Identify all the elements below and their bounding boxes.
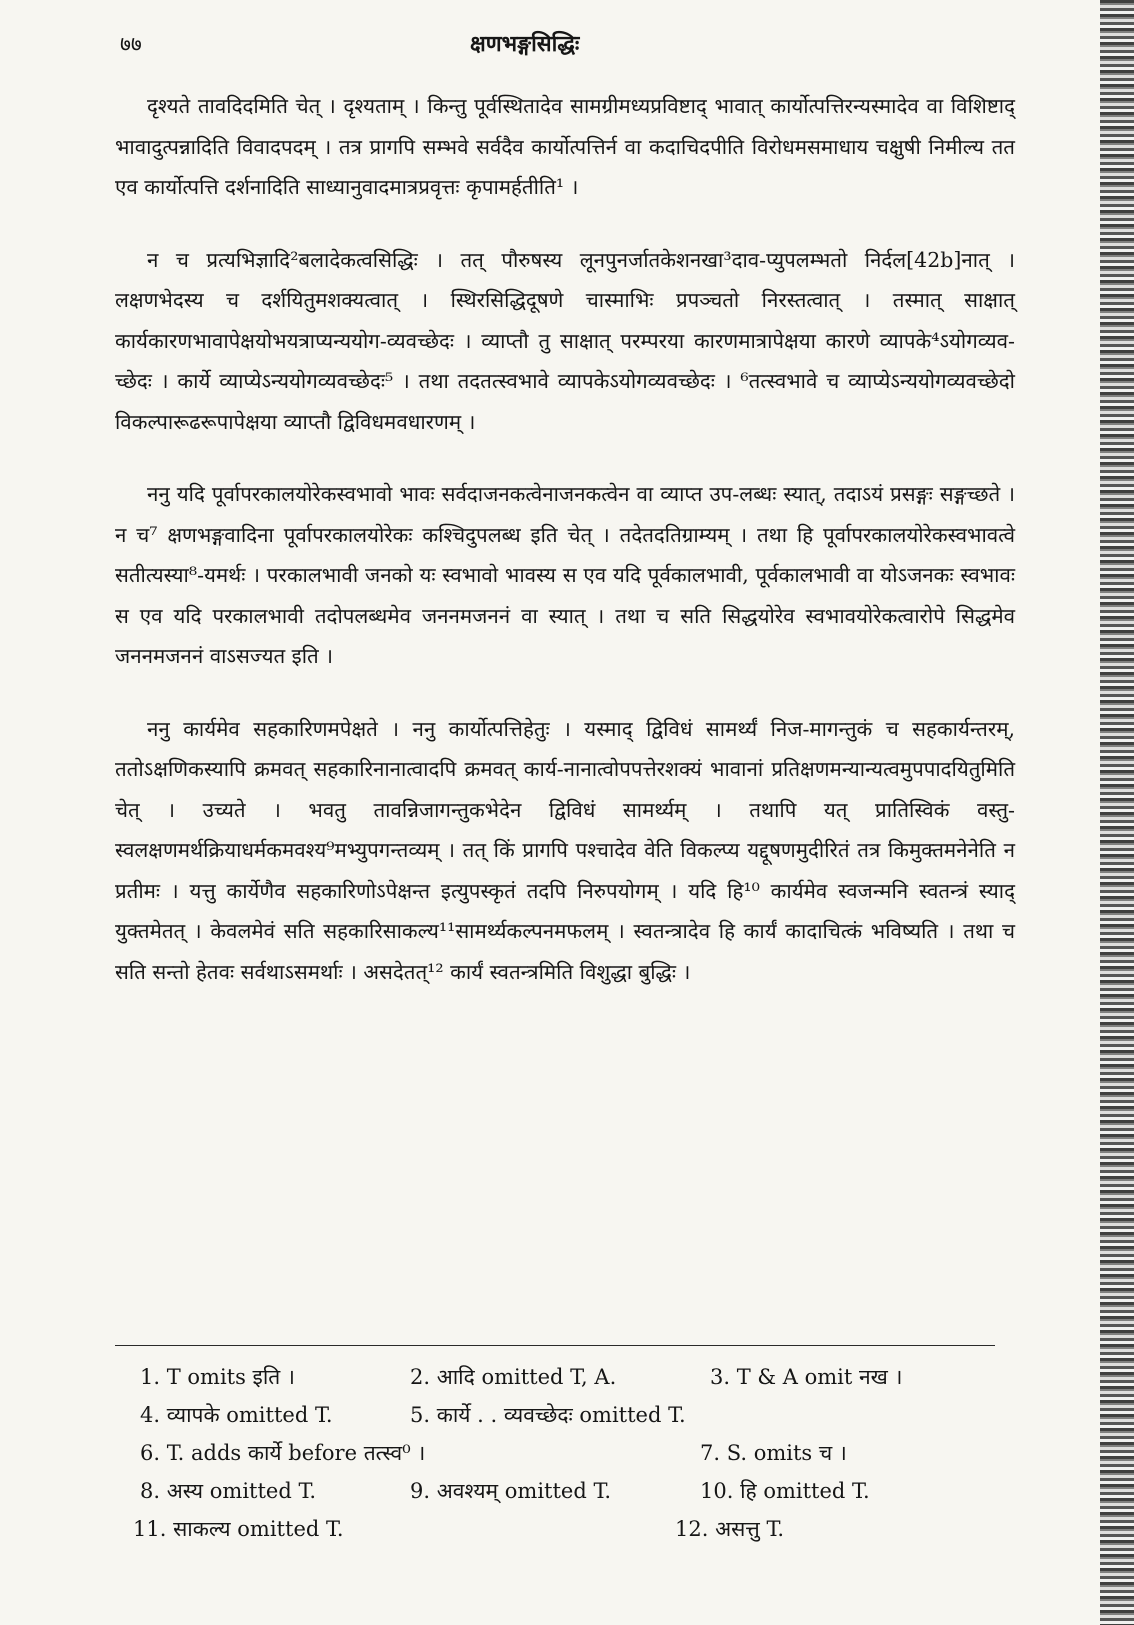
footnote-row [140,1476,1000,1507]
footnote-row [133,1514,1000,1545]
footnote-9: 9. अवश्यम् omitted T. [410,1479,612,1503]
paragraph-3: ननु यदि पूर्वापरकालयोरेकस्वभावो भावः सर्वदाजनकत्वेनाजनकत्वेन वा व्याप्त उप-लब्धः स्यात्, तदाऽयं प्रसङ्गः सङ्गच्छते । न च⁷ क्षणभङ्गवादिना पूर्वापरकालयोरेकः कश्चिदुपलब्ध इति चेत् । तदेतदतिग्राम्यम् । तथा हि पूर्वापरकालयोरेकस्वभावत्वे सतीत्यस्या⁸-यमर्थः । परकालभावी जनको यः स्वभावो भावस्य स एव यदि पूर्वकालभावी, पूर्वकालभावी वा योऽजनकः स्वभावः स एव यदि परकालभावी तदोपलब्धमेव जननमजननं वा स्यात् । तथा च सति सिद्धयोरेव स्वभावयोरेकत्वारोपे सिद्धमेव जननमजननं वाऽसज्यत इति । [115,482,1015,668]
footnote-7: 7. S. omits च । [700,1441,847,1465]
running-title: क्षणभङ्गसिद्धिः [470,31,580,57]
footnote-8: 8. अस्य omitted T. [140,1479,317,1503]
footnote-10: 10. हि omitted T. [700,1479,870,1503]
footnote-row [140,1362,1000,1393]
footnote-1: 1. T omits इति । [140,1365,295,1389]
footnote-2: 2. आदि omitted T, A. [410,1365,617,1389]
footnote-11: 11. साकल्य omitted T. [133,1517,344,1541]
footnote-6: 6. T. adds कार्ये before तत्स्व⁰ । [140,1441,426,1465]
main-text [115,86,1015,1024]
footnote-12: 12. असत्तु T. [675,1517,785,1541]
page-number: ७७ [120,32,142,56]
footnote-rule [115,1345,995,1346]
paragraph-1: दृश्यते तावदिदमिति चेत् । दृश्यताम् । किन्तु पूर्वस्थितादेव सामग्रीमध्यप्रविष्टाद् भावात् कार्योत्पत्तिरन्यस्मादेव वा विशिष्टाद् भावादुत्पन्नादिति विवादपदम् । तत्र प्रागपि सम्भवे सर्वदैव कार्योत्पत्तिर्न वा कदाचिदपीति विरोधमसमाधाय चक्षुषी निमील्य तत एव कार्योत्पत्ति दर्शनादिति साध्यानुवादमात्रप्रवृत्तः कृपामर्हतीति¹ । [115,94,1015,199]
scan-edge-shadow [1100,0,1134,1625]
footnotes [115,1345,1000,1552]
footnote-row [140,1438,1000,1469]
footnote-4: 4. व्यापके omitted T. [140,1403,333,1427]
footnote-row [140,1400,1000,1431]
paragraph-4: ननु कार्यमेव सहकारिणमपेक्षते । ननु कार्योत्पत्तिहेतुः । यस्माद् द्विविधं सामर्थ्यं निज-मागन्तुकं च सहकार्यन्तरम्, ततोऽक्षणिकस्यापि क्रमवत् सहकारिनानात्वादपि क्रमवत् कार्य-नानात्वोपपत्तेरशक्यं भावानां प्रतिक्षणमन्यान्यत्वमुपपादयितुमिति चेत् । उच्यते । भवतु तावन्निजागन्तुकभेदेन द्विविधं सामर्थ्यम् । तथापि यत् प्रातिस्विकं वस्तु-स्वलक्षणमर्थक्रियाधर्मकमवश्य⁹मभ्युपगन्तव्यम् । तत् किं प्रागपि पश्चादेव वेति विकल्प्य यद्दूषणमुदीरितं तत्र किमुक्तमनेनेति न प्रतीमः । यत्तु कार्येणैव सहकारिणोऽपेक्षन्त इत्युपस्कृतं तदपि निरुपयोगम् । यदि हि¹⁰ कार्यमेव स्वजन्मनि स्वतन्त्रं स्याद् युक्तमेतत् । केवलमेवं सति सहकारिसाकल्य¹¹सामर्थ्यकल्पनमफलम् । स्वतन्त्रादेव हि कार्यं कादाचित्कं भविष्यति । तथा च सति सन्तो हेतवः सर्वथाऽसमर्थाः । असदेतत्¹² कार्यं स्वतन्त्रमिति विशुद्धा बुद्धिः । [115,716,1015,984]
footnote-5: 5. कार्ये . . व्यवच्छेदः omitted T. [410,1403,686,1427]
footnote-3: 3. T & A omit नख । [710,1365,903,1389]
page-header [0,30,1090,64]
paragraph-2: न च प्रत्यभिज्ञादि²बलादेकत्वसिद्धिः । तत् पौरुषस्य लूनपुनर्जातकेशनखा³दाव-प्युपलम्भतो निर्दल[42b]नात् । लक्षणभेदस्य च दर्शयितुमशक्यत्वात् । स्थिरसिद्धिदूषणे चास्माभिः प्रपञ्चतो निरस्तत्वात् । तस्मात् साक्षात् कार्यकारणभावापेक्षयोभयत्राप्यन्ययोग-व्यवच्छेदः । व्याप्तौ तु साक्षात् परम्परया कारणमात्रापेक्षया कारणे व्यापके⁴ऽयोगव्यव-च्छेदः । कार्ये व्याप्येऽन्ययोगव्यवच्छेदः⁵ । तथा तदतत्स्वभावे व्यापकेऽयोगव्यवच्छेदः । ⁶तत्स्वभावे च व्याप्येऽन्ययोगव्यवच्छेदो विकल्पारूढरूपापेक्षया व्याप्तौ द्विविधमवधारणम् । [115,247,1015,434]
